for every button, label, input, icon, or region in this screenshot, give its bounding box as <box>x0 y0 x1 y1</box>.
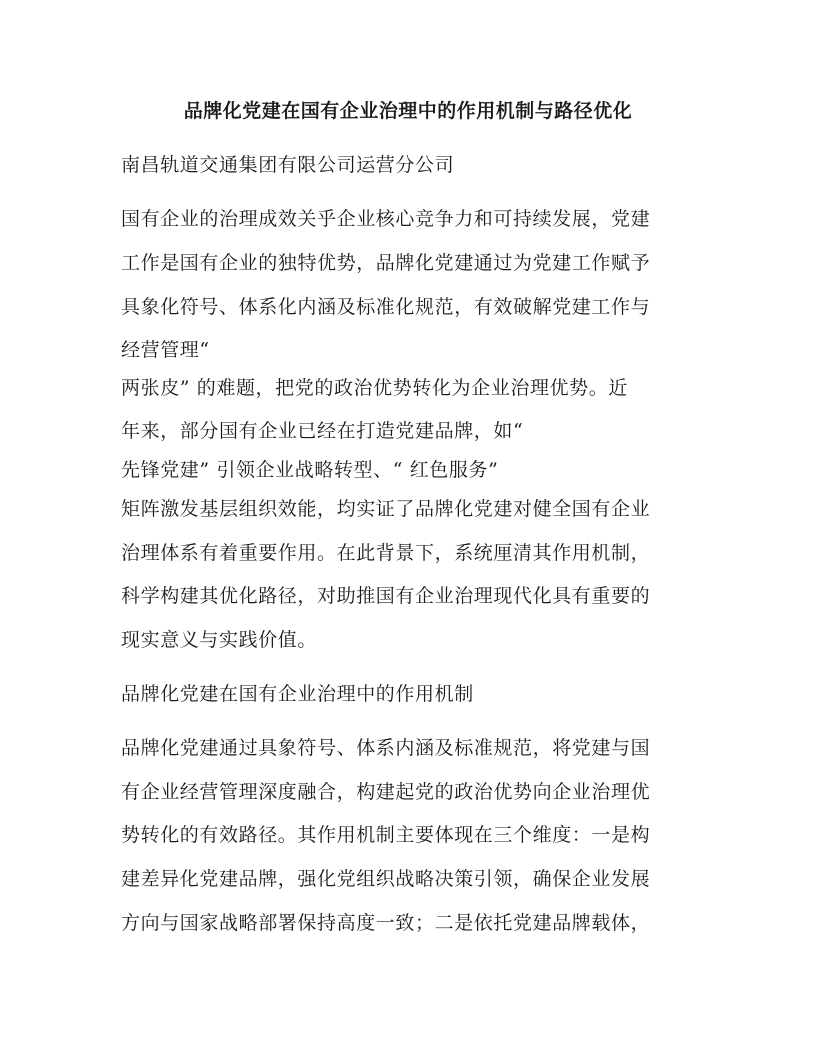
paragraph2-line-3: 势转化的有效路径。其作用机制主要体现在三个维度：一是构 <box>121 824 651 846</box>
paragraph1-line-6: 年来，部分国有企业已经在打造党建品牌，如“ <box>121 420 524 442</box>
paragraph2-line-2: 有企业经营管理深度融合，构建起党的政治优势向企业治理优 <box>121 781 651 803</box>
section-heading: 品牌化党建在国有企业治理中的作用机制 <box>121 683 474 705</box>
paragraph1-line-9: 治理体系有着重要作用。在此背景下，系统厘清其作用机制， <box>121 542 651 564</box>
paragraph1-line-3: 具象化符号、体系化内涵及标准化规范，有效破解党建工作与 <box>121 296 651 318</box>
paragraph2-line-1: 品牌化党建通过具象符号、体系内涵及标准规范，将党建与国 <box>121 737 651 759</box>
paragraph2-line-4: 建差异化党建品牌，强化党组织战略决策引领，确保企业发展 <box>121 868 651 890</box>
document-title: 品牌化党建在国有企业治理中的作用机制与路径优化 <box>183 100 633 122</box>
paragraph1-line-2: 工作是国有企业的独特优势，品牌化党建通过为党建工作赋予 <box>121 252 651 274</box>
paragraph1-line-5: 两张皮” 的难题，把党的政治优势转化为企业治理优势。近 <box>121 377 628 399</box>
paragraph1-line-7: 先锋党建” 引领企业战略转型、“ 红色服务” <box>121 459 499 481</box>
author-line: 南昌轨道交通集团有限公司运营分公司 <box>121 154 455 176</box>
paragraph1-line-4: 经营管理“ <box>121 339 210 361</box>
paragraph1-line-8: 矩阵激发基层组织效能，均实证了品牌化党建对健全国有企业 <box>121 498 651 520</box>
paragraph1-line-1: 国有企业的治理成效关乎企业核心竞争力和可持续发展，党建 <box>121 208 651 230</box>
paragraph1-line-11: 现实意义与实践价值。 <box>121 629 318 651</box>
paragraph1-line-10: 科学构建其优化路径，对助推国有企业治理现代化具有重要的 <box>121 585 651 607</box>
paragraph2-line-5: 方向与国家战略部署保持高度一致；二是依托党建品牌载体， <box>121 912 651 934</box>
